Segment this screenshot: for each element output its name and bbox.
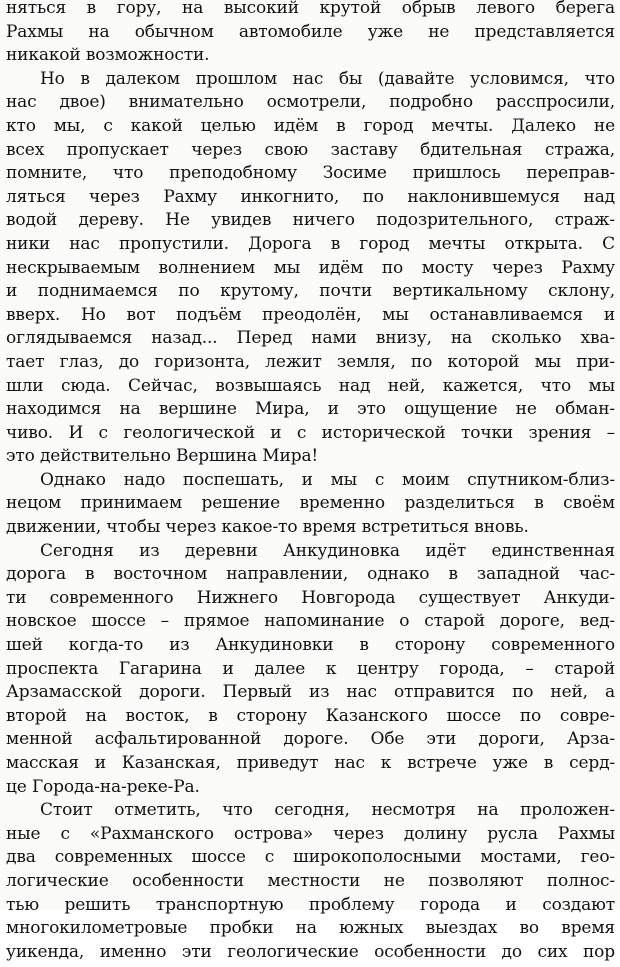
text-line: це Города-на-реке-Ра. xyxy=(6,776,200,797)
paragraph xyxy=(6,799,615,964)
text-line: Сегодня из деревни Анкудиновка идёт единственная xyxy=(40,540,615,561)
text-line: вверх. Но вот подъём преодолён, мы останавливаемся и xyxy=(6,304,615,325)
paragraph xyxy=(6,68,615,469)
text-line: логические особенности местности не позволяют полнос- xyxy=(6,870,615,891)
text-line: два современных шоссе с широкополосными мостами, гео- xyxy=(6,847,615,868)
text-line: ники нас пропустили. Дорога в город мечты открыта. С xyxy=(6,233,615,254)
text-line: менной асфальтированной дороге. Обе эти дороги, Арза- xyxy=(6,729,615,750)
text-line: Стоит отметить, что сегодня, несмотря на проложен- xyxy=(40,800,615,821)
text-line: нецом принимаем решение временно разделиться в своём xyxy=(6,493,615,514)
text-line: проспекта Гагарина и далее к центру города, – старой xyxy=(6,658,615,679)
text-line: водой дереву. Не увидев ничего подозрительного, страж- xyxy=(6,210,615,231)
text-line: дорога в восточном направлении, однако в западной час- xyxy=(6,564,615,585)
text-line: находимся на вершине Мира, и это ощущение не обман- xyxy=(6,399,615,420)
text-line: нескрываемым волнением мы идём по мосту через Рахму xyxy=(6,257,615,278)
text-line: масская и Казанская, приведут нас к встрече уже в серд- xyxy=(6,753,615,773)
paragraph-continuation xyxy=(6,0,615,68)
text-line: и поднимаемся по крутому, почти вертикальному склону, xyxy=(6,281,615,302)
text-line: второй на восток, в сторону Казанского шоссе по совре- xyxy=(6,705,615,726)
text-line: это действительно Вершина Мира! xyxy=(6,446,319,467)
text-line: новское шоссе – прямое напоминание о старой дороге, вед- xyxy=(6,611,615,632)
text-line: помните, что преподобному Зосиме пришлось переправ- xyxy=(6,163,615,184)
text-line: ти современного Нижнего Новгорода существует Анкуди- xyxy=(6,587,615,608)
paragraph xyxy=(6,540,615,800)
text-line: уикенда, именно эти геологические особенности до сих пор xyxy=(6,941,615,962)
text-line: Арзамасской дороги. Первый из нас отправится по ней, а xyxy=(6,682,615,703)
text-line: ные с «Рахманского острова» через долину русла Рахмы xyxy=(6,823,615,844)
text-line: Рахмы на обычном автомобиле уже не представляется xyxy=(6,21,615,42)
text-line: чиво. И с геологической и с исторической точки зрения – xyxy=(6,422,615,443)
text-line: никакой возможности. xyxy=(6,45,210,66)
text-line: нас двое) внимательно осмотрели, подробно расспросили, xyxy=(6,92,615,113)
text-line: тает глаз, до горизонта, лежит земля, по которой мы при- xyxy=(6,351,615,372)
text-line: движении, чтобы через какое-то время встретиться вновь. xyxy=(6,517,529,538)
text-line: ляться через Рахму инкогнито, по наклонившемуся над xyxy=(6,186,615,207)
text-line: няться в гору, на высокий крутой обрыв левого берега xyxy=(6,0,615,18)
text-line: Однако надо поспешать, и мы с моим спутником-близ- xyxy=(40,469,615,490)
text-line: тью решить транспортную проблему города и создают xyxy=(6,894,615,915)
text-line: всех пропускает через свою заставу бдительная стража, xyxy=(6,139,615,160)
text-line: многокилометровые пробки на южных выездах во время xyxy=(6,918,615,939)
text-line: шли сюда. Сейчас, возвышаясь над ней, кажется, что мы xyxy=(6,375,615,396)
text-line: кто мы, с какой целью идём в город мечты. Далеко не xyxy=(6,115,615,136)
text-line: оглядываемся назад... Перед нами внизу, на сколько хва- xyxy=(6,328,615,349)
text-line: Но в далеком прошлом нас бы (давайте условимся, что xyxy=(40,68,615,89)
text-line: шей когда-то из Анкудиновки в сторону современного xyxy=(6,635,615,656)
paragraph xyxy=(6,469,615,540)
